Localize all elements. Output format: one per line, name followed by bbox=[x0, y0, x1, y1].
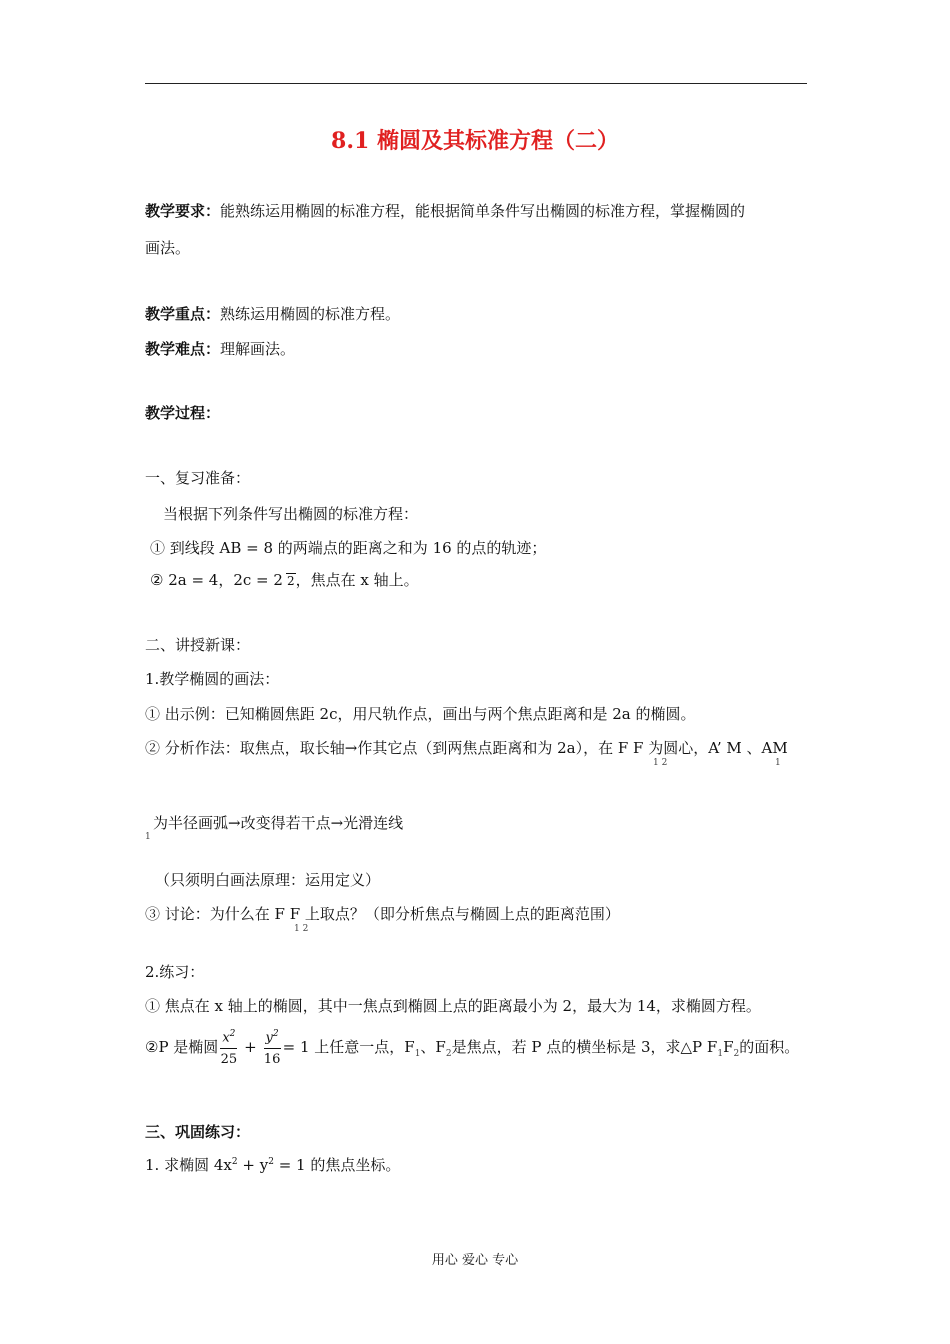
section-3-item-1: 1. 求椭圆 $4x^2 + y^2 = 1$ 的焦点坐标。 bbox=[145, 1156, 401, 1174]
focus-label: 教学重点： bbox=[145, 305, 221, 323]
practice-1: ① 焦点在 x 轴上的椭圆，其中一焦点到椭圆上点的距离最小为 2，最大为 14，求椭圆方程。 bbox=[145, 997, 761, 1015]
sqrt-two: 2 bbox=[286, 574, 295, 588]
fraction-x2-25: $\frac{x^2}{25}$ bbox=[220, 1029, 238, 1068]
requirement-text-cont: 画法。 bbox=[145, 239, 191, 257]
drawing-step-2-cont: 为半径画弧→改变得若干点→光滑连线 bbox=[153, 814, 404, 832]
drawing-step-1: ① 出示例：已知椭圆焦距 2c，用尺轨作点，画出与两个焦点距离和是 2a 的椭圆。 bbox=[145, 705, 696, 723]
teaching-focus bbox=[145, 303, 400, 324]
drawing-step-2: ② 分析作法：取焦点，取长轴→作其它点（到两焦点距离和为 2a），在 F F 为圆心，A’ M 、AM bbox=[145, 739, 788, 757]
drawing-step-3-subscript: 1 2 bbox=[294, 924, 309, 934]
difficulty-text: 理解画法。 bbox=[220, 340, 296, 358]
section-1-heading: 一、复习准备： bbox=[145, 469, 251, 487]
drawing-step-2-subscript-f: 1 2 bbox=[653, 758, 668, 768]
teaching-difficulty bbox=[145, 338, 295, 359]
page-footer: 用心 爱心 专心 bbox=[431, 1253, 519, 1268]
difficulty-label: 教学难点： bbox=[145, 340, 221, 358]
subsection-drawing: 1.教学椭圆的画法： bbox=[145, 670, 280, 688]
section-1-item-1: ① 到线段 AB = 8 的两端点的距离之和为 16 的点的轨迹； bbox=[150, 539, 547, 557]
requirement-text: 能熟练运用椭圆的标准方程，能根据简单条件写出椭圆的标准方程，掌握椭圆的 bbox=[220, 202, 746, 220]
page-title: 8.1 椭圆及其标准方程（二） bbox=[331, 128, 619, 154]
section-1-item-2: ② 2a = 4，2c = 2 2，焦点在 x 轴上。 bbox=[150, 571, 419, 589]
subsection-practice: 2.练习： bbox=[145, 963, 205, 981]
drawing-step-3: ③ 讨论：为什么在 F F 上取点？（即分析焦点与椭圆上点的距离范围） bbox=[145, 905, 620, 923]
requirement-label: 教学要求： bbox=[145, 202, 221, 220]
section-1-intro: 当根据下列条件写出椭圆的标准方程： bbox=[163, 505, 419, 523]
practice-2: ②P 是椭圆 $\frac{x^2}{25}$ + $\frac{y^2}{16}$ = 1 上任意一点，$F_1$、$F_2$是焦点，若 P 点的横坐标是 3，求△P $F_1F_2$的面积。 bbox=[145, 1029, 800, 1068]
focus-text: 熟练运用椭圆的标准方程。 bbox=[220, 305, 401, 323]
fraction-y2-16: $\frac{y^2}{16}$ bbox=[263, 1029, 281, 1068]
drawing-step-2-subscript-m: 1 bbox=[775, 758, 781, 768]
header-rule bbox=[145, 83, 807, 84]
drawing-step-2-cont-subscript: 1 bbox=[145, 832, 151, 842]
section-2-heading: 二、讲授新课： bbox=[145, 636, 251, 654]
section-3-heading: 三、巩固练习： bbox=[145, 1123, 251, 1141]
process-label: 教学过程： bbox=[145, 404, 221, 422]
drawing-note: （只须明白画法原理：运用定义） bbox=[155, 871, 381, 889]
teaching-requirement bbox=[145, 200, 745, 221]
